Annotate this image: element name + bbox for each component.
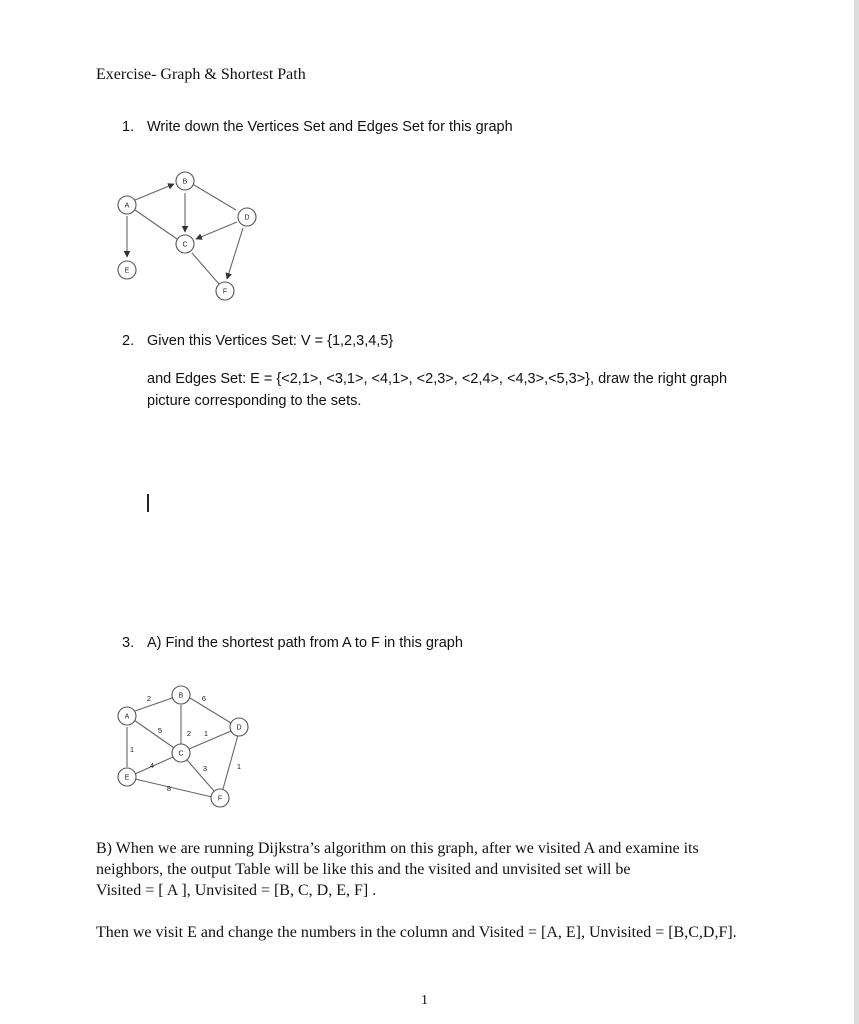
graph-2-label-f: F <box>217 795 223 803</box>
graph-2-weight-c-f: 3 <box>202 764 208 773</box>
graph-1 <box>100 160 280 305</box>
visited-unvisited-text: Visited = [ A ], Unvisited = [B, C, D, E, F] . <box>96 882 377 899</box>
graph-2-edge-c-f <box>187 760 214 791</box>
graph-2-edge-c-d <box>186 729 231 749</box>
part-b-paragraph <box>96 838 756 901</box>
page-edge <box>854 0 859 1024</box>
graph-2-weight-d-f: 1 <box>236 762 242 771</box>
graph-2-label-a: A <box>124 713 130 721</box>
graph-2-weight-a-b: 2 <box>146 694 152 703</box>
graph-2-weight-c-d: 1 <box>203 729 209 738</box>
graph-2-weight-b-d: 6 <box>201 694 207 703</box>
graph-2-edge-a-b <box>135 697 175 711</box>
question-2-vertices: Given this Vertices Set: V = {1,2,3,4,5} <box>147 333 394 349</box>
part-b-text: B) When we are running Dijkstra’s algorithm on this graph, after we visited A and examine its neighbors, the output Table will be like this and the visited and unvisited set will be <box>96 840 699 878</box>
graph-2-weight-a-e: 1 <box>129 745 135 754</box>
page-number: 1 <box>421 993 428 1008</box>
text-cursor[interactable] <box>147 494 149 512</box>
graph-2-weight-b-c: 2 <box>186 729 192 738</box>
graph-1-label-b: B <box>182 178 188 186</box>
graph-1-edge-c-f <box>192 253 219 284</box>
question-2 <box>122 333 393 349</box>
graph-1-label-c: C <box>182 241 188 249</box>
graph-1-label-e: E <box>124 267 130 275</box>
document-title: Exercise- Graph & Shortest Path <box>96 66 306 83</box>
question-1 <box>122 119 513 135</box>
question-3-number: 3. <box>122 635 135 651</box>
graph-1-label-f: F <box>222 288 228 296</box>
question-1-number: 1. <box>122 119 135 135</box>
graph-2-edge-d-f <box>223 735 238 789</box>
graph-1-edge-a-b <box>135 184 174 200</box>
question-2-number: 2. <box>122 333 135 349</box>
graph-2-weight-e-c: 4 <box>149 761 155 770</box>
graph-2-edge-a-c <box>134 720 174 748</box>
graph-1-edge-d-c <box>196 222 237 239</box>
graph-1-edge-b-d <box>194 185 236 210</box>
graph-2-label-c: C <box>178 750 184 758</box>
graph-2-edge-b-d <box>190 698 231 723</box>
graph-2-label-e: E <box>124 774 130 782</box>
question-2-edges: and Edges Set: E = {<2,1>, <3,1>, <4,1>, <2,3>, <2,4>, <4,3>,<5,3>}, draw the right graph picture corresponding to the sets. <box>147 371 728 409</box>
graph-2-weight-e-f: 8 <box>166 784 172 793</box>
question-3-text: A) Find the shortest path from A to F in this graph <box>147 635 463 651</box>
graph-2-label-b: B <box>178 692 184 700</box>
graph-1-edge-d-f <box>227 228 243 279</box>
question-1-text: Write down the Vertices Set and Edges Set for this graph <box>147 119 513 135</box>
graph-2-weight-a-c: 5 <box>157 726 163 735</box>
graph-1-label-d: D <box>244 214 250 222</box>
graph-2 <box>100 670 280 815</box>
visit-e-paragraph: Then we visit E and change the numbers in the column and Visited = [A, E], Unvisited = [B,C,D,F]. <box>96 924 737 941</box>
question-3 <box>122 635 463 651</box>
graph-2-edge-e-f <box>135 779 212 797</box>
graph-1-label-a: A <box>124 202 130 210</box>
graph-1-edge-a-c <box>135 210 177 239</box>
graph-2-label-d: D <box>236 724 242 732</box>
